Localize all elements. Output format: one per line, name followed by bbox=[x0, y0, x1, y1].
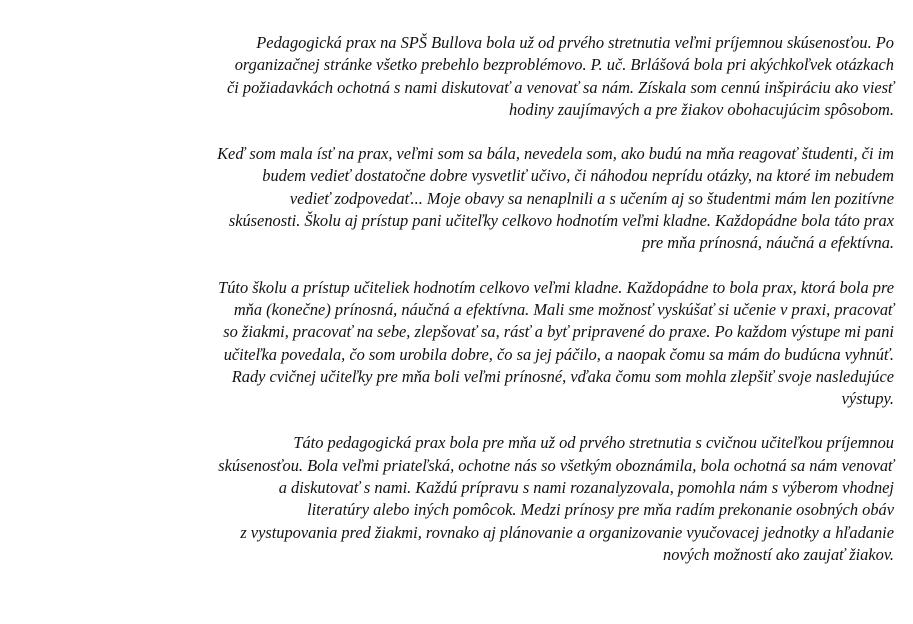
text-line: nových možností ako zaujať žiakov. bbox=[663, 544, 894, 564]
text-line: budem vedieť dostatočne dobre vysvetliť učivo, či náhodou neprídu otázky, na ktoré im nebudem bbox=[262, 166, 894, 186]
text-line: a diskutovať s nami. Každú prípravu s nami rozanalyzovala, pomohla nám s výberom vhodnej bbox=[278, 478, 894, 498]
text-line: hodiny zaujímavých a pre žiakov obohacujúcim spôsobom. bbox=[509, 99, 894, 119]
text-line: so žiakmi, pracovať na sebe, zlepšovať sa, rásť a byť pripravené do praxe. Po každom výstupe mi pani bbox=[223, 322, 894, 342]
text-line: Túto školu a prístup učiteliek hodnotím celkovo veľmi kladne. Každopádne to bola prax, ktorá bola pre bbox=[218, 277, 894, 297]
paragraph-2 bbox=[30, 143, 894, 254]
text-line: učiteľka povedala, čo som urobila dobre, čo sa jej páčilo, a naopak čomu sa mám do budúcna vyhnúť. bbox=[223, 344, 894, 364]
text-line: skúsenosťou. Bola veľmi priateľská, ochotne nás so všetkým oboznámila, bola ochotná sa nám venovať bbox=[218, 455, 894, 475]
text-line: z vystupovania pred žiakmi, rovnako aj plánovanie a organizovanie vyučovacej jednotky a hľadanie bbox=[240, 522, 894, 542]
document-body bbox=[30, 32, 894, 588]
text-line: či požiadavkách ochotná s nami diskutovať a venovať sa nám. Získala som cennú inšpiráciu ako viesť bbox=[226, 77, 894, 97]
text-line: Keď som mala ísť na prax, veľmi som sa bála, nevedela som, ako budú na mňa reagovať študenti, či im bbox=[217, 144, 894, 164]
text-line: Táto pedagogická prax bola pre mňa už od prvého stretnutia s cvičnou učiteľkou príjemnou bbox=[293, 433, 894, 453]
text-line: Rady cvičnej učiteľky pre mňa boli veľmi prínosné, vďaka čomu som mohla zlepšiť svoje nasledujúce bbox=[231, 366, 894, 386]
paragraph-4 bbox=[30, 432, 894, 566]
text-line: mňa (konečne) prínosná, náučná a efektívna. Mali sme možnosť vyskúšať si učenie v praxi, pracovať bbox=[233, 299, 894, 319]
text-line: literatúry alebo iných pomôcok. Medzi prínosy pre mňa radím prekonanie osobných obáv bbox=[307, 500, 894, 520]
text-line: výstupy. bbox=[841, 389, 894, 409]
text-line: organizačnej stránke všetko prebehlo bezproblémovo. P. uč. Brlášová bola pri akýchkoľvek otázkach bbox=[234, 55, 894, 75]
text-line: vedieť zodpovedať... Moje obavy sa nenaplnili a s učením aj so študentmi mám len pozitívne bbox=[289, 188, 894, 208]
text-line: pre mňa prínosná, náučná a efektívna. bbox=[641, 233, 894, 253]
paragraph-3 bbox=[30, 277, 894, 411]
text-line: Pedagogická prax na SPŠ Bullova bola už od prvého stretnutia veľmi príjemnou skúsenosťou. Po bbox=[256, 33, 894, 52]
paragraph-1 bbox=[30, 32, 894, 121]
text-line: skúsenosti. Školu aj prístup pani učiteľky celkovo hodnotím veľmi kladne. Každopádne bola táto prax bbox=[228, 211, 894, 231]
